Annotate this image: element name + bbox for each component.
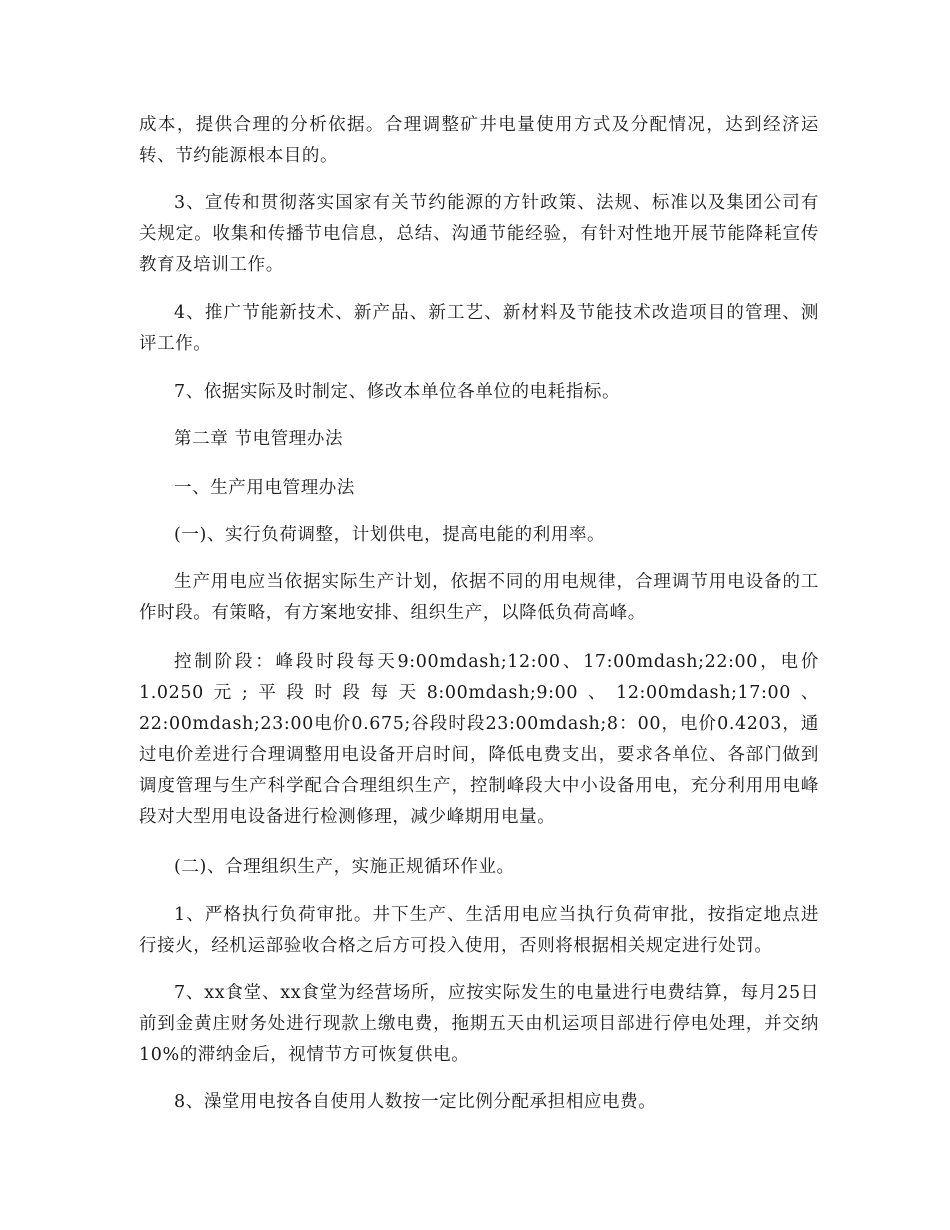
paragraph-bathhouse: 8、澡堂用电按各自使用人数按一定比例分配承担相应电费。 (174, 1092, 657, 1112)
paragraph-item-7-index: 7、依据实际及时制定、修改本单位各单位的电耗指标。 (174, 382, 621, 402)
paragraph-production-plan: 生产用电应当依据实际生产计划，依据不同的用电规律，合理调节用电设备的工作时段。有策略，有方案地安排、组织生产，以降低负荷高峰。 (139, 572, 819, 623)
paragraph-item-3: 3、宣传和贯彻落实国家有关节约能源的方针政策、法规、标准以及集团公司有关规定。收集和传播节电信息，总结、沟通节能经验，有针对性地开展节能降耗宣传教育及培训工作。 (139, 193, 819, 275)
section-heading: 一、生产用电管理办法 (174, 478, 355, 498)
chapter-heading: 第二章 节电管理办法 (174, 429, 344, 449)
paragraph-canteen-billing: 7、xx食堂、xx食堂为经营场所，应按实际发生的电量进行电费结算，每月25日前到金黄庄财务处进行现款上缴电费，拖期五天由机运项目部进行停电处理，并交纳10%的滞纳金后，视情节方可恢复供电。 (139, 983, 819, 1065)
paragraph-cost-analysis: 成本，提供合理的分析依据。合理调整矿井电量使用方式及分配情况，达到经济运转、节约能源根本目的。 (139, 115, 819, 166)
subsection-heading-1: (一)、实行负荷调整，计划供电，提高电能的利用率。 (174, 525, 606, 545)
subsection-heading-2: (二)、合理组织生产，实施正规循环作业。 (174, 857, 515, 877)
paragraph-load-approval: 1、严格执行负荷审批。井下生产、生活用电应当执行负荷审批，按指定地点进行接火，经机运部验收合格之后方可投入使用，否则将根据相关规定进行处罚。 (139, 905, 819, 956)
paragraph-item-4: 4、推广节能新技术、新产品、新工艺、新材料及节能技术改造项目的管理、测评工作。 (139, 303, 819, 354)
paragraph-control-stages: 控制阶段：峰段时段每天9:00mdash;12:00、17:00mdash;22:00，电价1.0250元;平段时段每天8:00mdash;9:00、12:00mdash;17:00、22:00mdash;23:00电价0.675;谷段时段23:00mdash;8：00，电价0.4203，通过电价差进行合理调整用电设备开启时间，降低电费支出，要求各单位、各部门做到调度管理与生产科学配合合理组织生产，控制峰段大中小设备用电，充分利用用电峰段对大型用电设备进行检测修理，减少峰期用电量。 (139, 652, 819, 827)
